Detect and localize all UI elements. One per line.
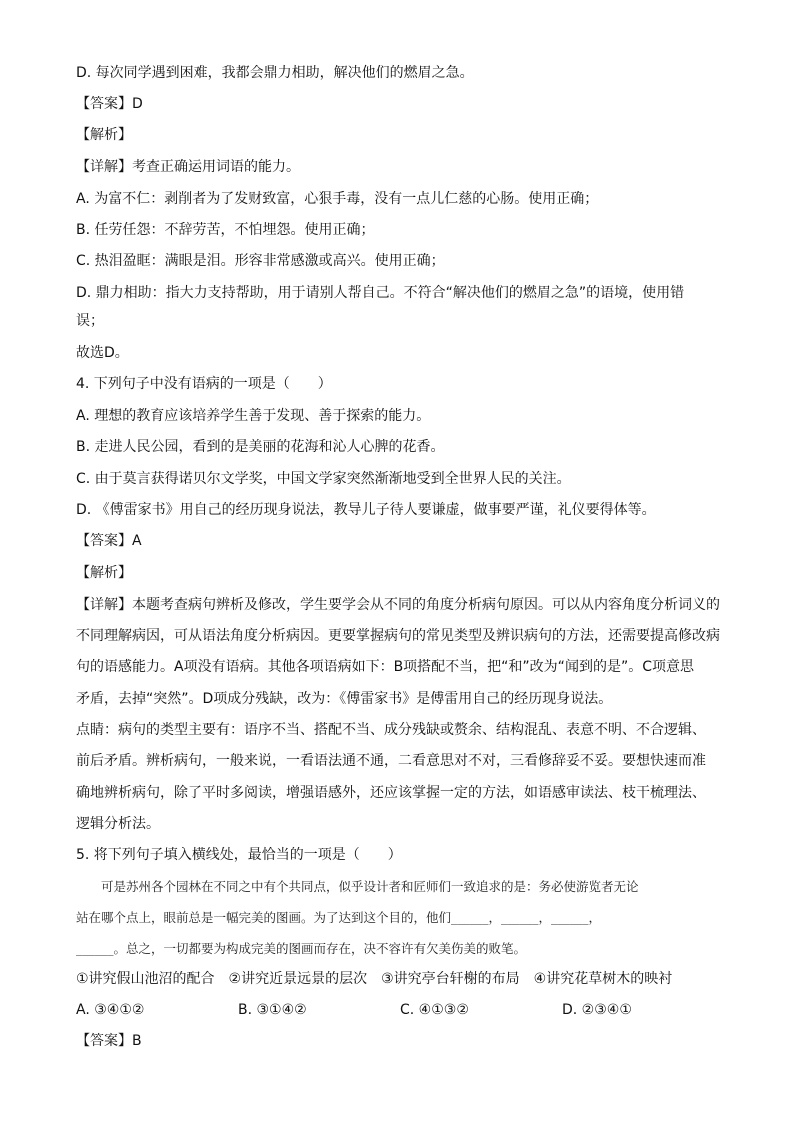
- question-4-option-c: C. 由于莫言获得诺贝尔文学奖，中国文学家突然渐渐地受到全世界人民的关注。: [76, 471, 571, 487]
- tip-paragraph-line: 前后矛盾。辨析病句，一般来说，一看语法通不通，二看意思对不对，三看修辞妥不妥。要想快速而准: [76, 753, 706, 769]
- passage-line: ______。总之，一切都要为构成完美的图画而存在，决不容许有欠美伤美的败笔。: [76, 941, 527, 956]
- passage-line: 可是苏州各个园林在不同之中有个共同点，似乎设计者和匠师们一致追求的是：务必使游览者无论: [76, 879, 639, 894]
- explanation-d-continued: 误；: [76, 313, 104, 329]
- question-5-option-c: C. ④①③②: [400, 1002, 469, 1018]
- detail-paragraph-line: 矛盾，去掉“突然”。D项成分残缺，改为：《傅雷家书》是傅雷用自己的经历现身说法。: [76, 691, 613, 707]
- explanation-b: B. 任劳任怨：不辞劳苦，不怕埋怨。使用正确；: [76, 222, 375, 238]
- answer-label: 【答案】B: [76, 1033, 142, 1049]
- detail-paragraph-line: 不同理解病因，可从语法角度分析病因。更要掌握病句的常见类型及辨识病句的方法，还需要提高修改病: [76, 628, 720, 644]
- detail-paragraph-line: 句的语感能力。A项没有语病。其他各项语病如下：B项搭配不当，把“和”改为“闻到的是”。C项意思: [76, 659, 694, 675]
- question-5-option-b: B. ③①④②: [238, 1002, 307, 1018]
- analysis-label: 【解析】: [76, 565, 132, 581]
- answer-label: 【答案】A: [76, 533, 142, 549]
- question-4-option-b: B. 走进人民公园，看到的是美丽的花海和沁人心脾的花香。: [76, 439, 445, 455]
- tip-paragraph-line: 确地辨析病句，除了平时多阅读，增强语感外，还应该掌握一定的方法，如语感审读法、枝干梳理法、: [76, 785, 706, 801]
- sentence-choices: ①讲究假山池沼的配合 ②讲究近景远景的层次 ③讲究亭台轩榭的布局 ④讲究花草树木的映衬: [76, 971, 673, 987]
- explanation-d: D. 鼎力相助：指大力支持帮助，用于请别人帮自己。不符合“解决他们的燃眉之急”的语境，使用错: [76, 285, 685, 301]
- conclusion: 故选D。: [76, 345, 129, 361]
- tip-paragraph-line: 逻辑分析法。: [76, 816, 160, 832]
- explanation-a: A. 为富不仁：剥削者为了发财致富，心狠手毒，没有一点儿仁慈的心肠。使用正确；: [76, 191, 599, 207]
- passage-line: 站在哪个点上，眼前总是一幅完美的图画。为了达到这个目的，他们______，______，______，: [76, 910, 602, 925]
- tip-paragraph-line: 点睛：病句的类型主要有：语序不当、搭配不当、成分残缺或赘余、结构混乱、表意不明、不合逻辑、: [76, 722, 706, 738]
- question-5-option-d: D. ②③④①: [562, 1002, 632, 1018]
- question-4-option-d: D. 《傅雷家书》用自己的经历现身说法，教导儿子待人要谦虚，做事要严谨，礼仪要得体等。: [76, 502, 656, 518]
- option-d-sentence: D. 每次同学遇到困难，我都会鼎力相助，解决他们的燃眉之急。: [76, 65, 474, 81]
- question-5-stem: 5. 将下列句子填入横线处，最恰当的一项是（ ）: [76, 847, 402, 863]
- detail-paragraph-line: 【详解】本题考查病句辨析及修改，学生要学会从不同的角度分析病句原因。可以从内容角度分析词义的: [76, 597, 720, 613]
- explanation-c: C. 热泪盈眶：满眼是泪。形容非常感激或高兴。使用正确；: [76, 253, 445, 269]
- detail-explanation: 【详解】考查正确运用词语的能力。: [76, 159, 300, 175]
- question-5-option-a: A. ③④①②: [76, 1002, 145, 1018]
- analysis-label: 【解析】: [76, 127, 132, 143]
- question-4-option-a: A. 理想的教育应该培养学生善于发现、善于探索的能力。: [76, 408, 431, 424]
- answer-label: 【答案】D: [76, 96, 143, 112]
- question-4-stem: 4. 下列句子中没有语病的一项是（ ）: [76, 376, 332, 392]
